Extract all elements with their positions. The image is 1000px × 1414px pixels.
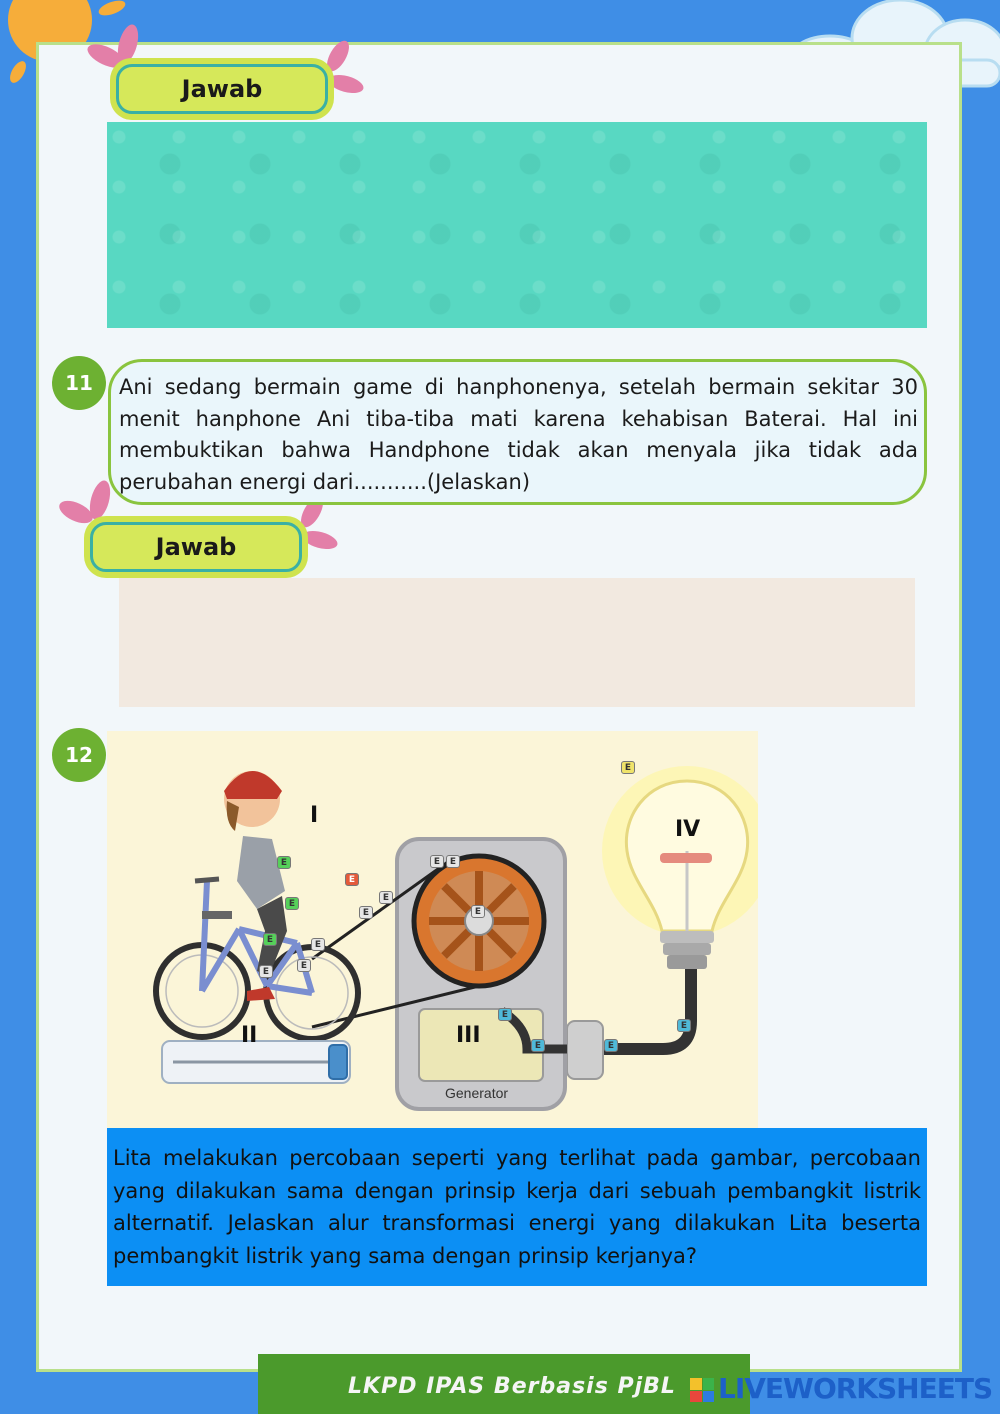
- energy-tag: E: [311, 938, 325, 951]
- energy-tag: E: [277, 856, 291, 869]
- energy-tag: E: [430, 855, 444, 868]
- question-12-box: [107, 1128, 927, 1286]
- energy-tag: E: [621, 761, 635, 774]
- footer-title: LKPD IPAS Berbasis PjBL: [348, 1374, 676, 1399]
- energy-tag: E: [531, 1039, 545, 1052]
- question-12-text: Lita melakukan percobaan seperti yang terlihat pada gambar, percobaan yang dilakukan sama dengan prinsip kerja dari sebuah pembangkit listrik alternatif. Jelaskan alur transformasi energi yang dilakukan Lita beserta pembangkit listrik yang sama dengan prinsip kerjanya?: [113, 1146, 921, 1268]
- answer-badge: [84, 516, 308, 578]
- question-11-box: [108, 359, 927, 505]
- question-number-12: 12: [52, 728, 106, 782]
- question-number-11: 11: [52, 356, 106, 410]
- figure-label-II: II: [241, 1023, 258, 1048]
- question-11-text: Ani sedang bermain game di hanphonenya, setelah bermain sekitar 30 menit hanphone Ani tiba-tiba mati karena kehabisan Baterai. Hal ini membuktikan bahwa Handphone tidak akan menyala jika tidak ada perubahan energi dari...........(Jelaskan): [119, 375, 918, 494]
- energy-tag: E: [297, 959, 311, 972]
- figure-label-III: III: [456, 1023, 481, 1048]
- energy-tag: E: [263, 933, 277, 946]
- answer-badge-label: Jawab: [181, 75, 263, 103]
- answer-box-11[interactable]: [119, 578, 915, 707]
- energy-tag: E: [379, 891, 393, 904]
- answer-badge: [110, 58, 334, 120]
- energy-tag: E: [259, 965, 273, 978]
- liveworksheets-logo-icon: [690, 1378, 714, 1402]
- energy-tag: E: [471, 905, 485, 918]
- energy-tag: E: [677, 1019, 691, 1032]
- figure-label-I: I: [310, 803, 319, 828]
- answer-box-10[interactable]: [107, 122, 927, 328]
- energy-tag: E: [345, 873, 359, 886]
- energy-tag: E: [446, 855, 460, 868]
- generator-label: Generator: [445, 1085, 509, 1101]
- liveworksheets-brand[interactable]: LIVEWORKSHEETS: [718, 1372, 993, 1405]
- energy-tag: E: [498, 1008, 512, 1021]
- bicycle-generator-illustration: [107, 731, 758, 1131]
- answer-badge-label: Jawab: [155, 533, 237, 561]
- bicycle-generator-figure: [107, 731, 758, 1131]
- footer-bar: [258, 1354, 750, 1414]
- energy-tag: E: [285, 897, 299, 910]
- energy-tag: E: [604, 1039, 618, 1052]
- energy-tag: E: [359, 906, 373, 919]
- figure-label-IV: IV: [675, 817, 701, 842]
